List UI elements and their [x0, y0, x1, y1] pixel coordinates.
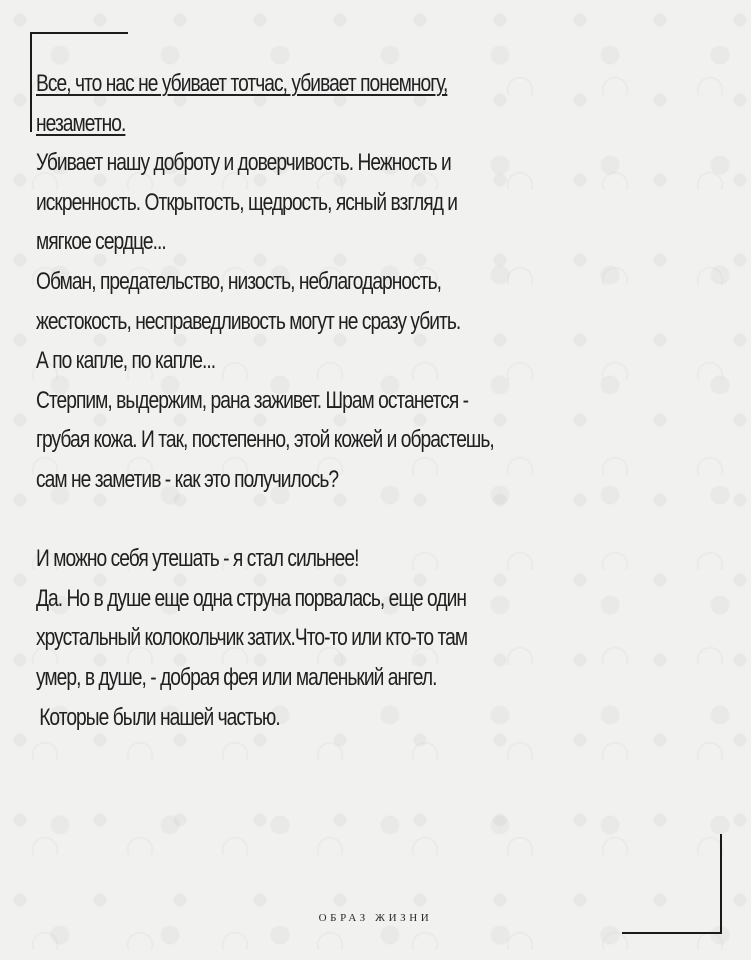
quote-line-headline: незаметно.: [36, 109, 126, 137]
quote-line: жестокость, несправедливость могут не сразу убить.: [36, 307, 461, 335]
quote-line: умер, в душе, - добрая фея или маленький ангел.: [36, 663, 437, 691]
quote-line: Стерпим, выдержим, рана заживет. Шрам останется -: [36, 386, 469, 414]
quote-line: Которые были нашей частью.: [39, 703, 280, 731]
quote-line: мягкое сердце...: [36, 228, 166, 256]
quote-line: искренность. Открытость, щедрость, ясный взгляд и: [36, 188, 458, 216]
quote-line: Обман, предательство, низость, неблагодарность,: [36, 267, 442, 295]
frame-corner-bottom-right-horizontal: [622, 932, 722, 934]
quote-line: Убивает нашу доброту и доверчивость. Нежность и: [36, 149, 451, 177]
quote-line-headline: Все, что нас не убивает тотчас, убивает понемногу,: [36, 70, 448, 97]
quote-line: А по капле, по капле...: [36, 347, 216, 375]
quote-line: И можно себя утешать - я стал сильнее!: [36, 545, 359, 573]
quote-line: грубая кожа. И так, постепенно, этой кожей и обрастешь,: [36, 426, 494, 454]
frame-corner-top-left-horizontal: [30, 32, 128, 34]
quote-line: хрустальный колокольчик затих.Что-то или кто-то там: [36, 624, 468, 652]
paragraph-spacer: [36, 500, 716, 540]
quote-line: Да. Но в душе еще одна струна порвалась, еще один: [36, 584, 466, 612]
footer-brand: ОБРАЗ ЖИЗНИ: [318, 912, 433, 924]
quote-line: сам не заметив - как это получилось?: [36, 465, 339, 493]
quote-text-block: [36, 64, 716, 737]
frame-corner-top-left-vertical: [30, 32, 32, 132]
